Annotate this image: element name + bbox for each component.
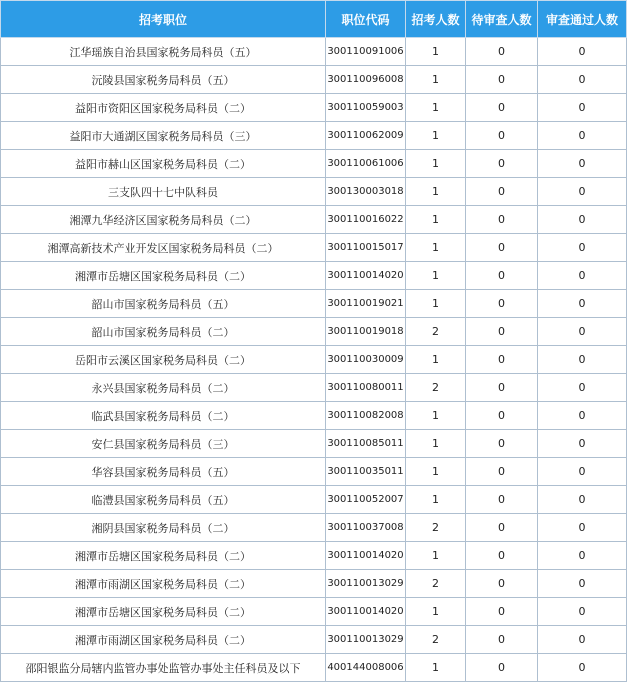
cell-position: 邵阳银监分局辖内监管办事处监管办事处主任科员及以下 bbox=[1, 654, 326, 682]
cell-code: 300110085011 bbox=[326, 430, 406, 458]
cell-recruit-count: 1 bbox=[406, 542, 466, 570]
cell-pending-count: 0 bbox=[466, 318, 538, 346]
table-row bbox=[1, 38, 627, 66]
cell-passed-count: 0 bbox=[538, 374, 627, 402]
cell-passed-count: 0 bbox=[538, 626, 627, 654]
cell-code: 300110014020 bbox=[326, 598, 406, 626]
cell-code: 300110059003 bbox=[326, 94, 406, 122]
cell-recruit-count: 1 bbox=[406, 402, 466, 430]
cell-recruit-count: 1 bbox=[406, 178, 466, 206]
table-row bbox=[1, 234, 627, 262]
cell-pending-count: 0 bbox=[466, 598, 538, 626]
cell-position: 益阳市资阳区国家税务局科员（二） bbox=[1, 94, 326, 122]
header-row bbox=[1, 1, 627, 38]
cell-pending-count: 0 bbox=[466, 178, 538, 206]
cell-pending-count: 0 bbox=[466, 66, 538, 94]
cell-position: 永兴县国家税务局科员（二） bbox=[1, 374, 326, 402]
cell-recruit-count: 2 bbox=[406, 626, 466, 654]
header-recruit-count: 招考人数 bbox=[406, 1, 466, 38]
cell-pending-count: 0 bbox=[466, 150, 538, 178]
cell-position: 湘潭市岳塘区国家税务局科员（二） bbox=[1, 262, 326, 290]
cell-passed-count: 0 bbox=[538, 122, 627, 150]
cell-position: 益阳市大通湖区国家税务局科员（三） bbox=[1, 122, 326, 150]
cell-passed-count: 0 bbox=[538, 234, 627, 262]
cell-position: 安仁县国家税务局科员（三） bbox=[1, 430, 326, 458]
cell-code: 300110013029 bbox=[326, 626, 406, 654]
cell-code: 300110014020 bbox=[326, 542, 406, 570]
cell-pending-count: 0 bbox=[466, 262, 538, 290]
cell-position: 华容县国家税务局科员（五） bbox=[1, 458, 326, 486]
cell-pending-count: 0 bbox=[466, 346, 538, 374]
cell-recruit-count: 1 bbox=[406, 290, 466, 318]
cell-position: 湘潭市雨湖区国家税务局科员（二） bbox=[1, 626, 326, 654]
cell-recruit-count: 1 bbox=[406, 206, 466, 234]
cell-recruit-count: 1 bbox=[406, 486, 466, 514]
cell-recruit-count: 1 bbox=[406, 122, 466, 150]
cell-code: 300110035011 bbox=[326, 458, 406, 486]
cell-position: 临澧县国家税务局科员（五） bbox=[1, 486, 326, 514]
cell-code: 300110019021 bbox=[326, 290, 406, 318]
cell-pending-count: 0 bbox=[466, 94, 538, 122]
cell-code: 300110014020 bbox=[326, 262, 406, 290]
table-row bbox=[1, 598, 627, 626]
cell-passed-count: 0 bbox=[538, 94, 627, 122]
cell-passed-count: 0 bbox=[538, 514, 627, 542]
cell-position: 韶山市国家税务局科员（五） bbox=[1, 290, 326, 318]
header-code: 职位代码 bbox=[326, 1, 406, 38]
table-row bbox=[1, 458, 627, 486]
cell-passed-count: 0 bbox=[538, 178, 627, 206]
cell-position: 湘潭市岳塘区国家税务局科员（二） bbox=[1, 598, 326, 626]
cell-passed-count: 0 bbox=[538, 150, 627, 178]
table-row bbox=[1, 430, 627, 458]
cell-position: 湘潭九华经济区国家税务局科员（二） bbox=[1, 206, 326, 234]
table-row bbox=[1, 178, 627, 206]
cell-pending-count: 0 bbox=[466, 374, 538, 402]
cell-recruit-count: 1 bbox=[406, 66, 466, 94]
cell-pending-count: 0 bbox=[466, 206, 538, 234]
table-row bbox=[1, 570, 627, 598]
table-row bbox=[1, 626, 627, 654]
header-position: 招考职位 bbox=[1, 1, 326, 38]
table-row bbox=[1, 402, 627, 430]
cell-passed-count: 0 bbox=[538, 486, 627, 514]
table-row bbox=[1, 346, 627, 374]
cell-code: 300110015017 bbox=[326, 234, 406, 262]
cell-pending-count: 0 bbox=[466, 458, 538, 486]
cell-pending-count: 0 bbox=[466, 626, 538, 654]
cell-position: 江华瑶族自治县国家税务局科员（五） bbox=[1, 38, 326, 66]
table-row bbox=[1, 150, 627, 178]
header-pending-count: 待审查人数 bbox=[466, 1, 538, 38]
cell-position: 湘潭市岳塘区国家税务局科员（二） bbox=[1, 542, 326, 570]
table-row bbox=[1, 486, 627, 514]
cell-position: 湘阴县国家税务局科员（二） bbox=[1, 514, 326, 542]
table-row bbox=[1, 514, 627, 542]
table-row bbox=[1, 654, 627, 682]
cell-passed-count: 0 bbox=[538, 570, 627, 598]
cell-passed-count: 0 bbox=[538, 346, 627, 374]
cell-recruit-count: 1 bbox=[406, 150, 466, 178]
cell-passed-count: 0 bbox=[538, 262, 627, 290]
cell-recruit-count: 2 bbox=[406, 374, 466, 402]
cell-pending-count: 0 bbox=[466, 542, 538, 570]
table-row bbox=[1, 122, 627, 150]
cell-recruit-count: 1 bbox=[406, 262, 466, 290]
cell-code: 300110052007 bbox=[326, 486, 406, 514]
table-row bbox=[1, 542, 627, 570]
table-row bbox=[1, 206, 627, 234]
cell-code: 300110080011 bbox=[326, 374, 406, 402]
cell-code: 300110082008 bbox=[326, 402, 406, 430]
cell-code: 400144008006 bbox=[326, 654, 406, 682]
table-row bbox=[1, 374, 627, 402]
cell-recruit-count: 2 bbox=[406, 570, 466, 598]
table-row bbox=[1, 318, 627, 346]
cell-position: 湘潭高新技术产业开发区国家税务局科员（二） bbox=[1, 234, 326, 262]
cell-code: 300130003018 bbox=[326, 178, 406, 206]
cell-passed-count: 0 bbox=[538, 66, 627, 94]
cell-passed-count: 0 bbox=[538, 38, 627, 66]
cell-pending-count: 0 bbox=[466, 430, 538, 458]
cell-code: 300110096008 bbox=[326, 66, 406, 94]
cell-position: 岳阳市云溪区国家税务局科员（二） bbox=[1, 346, 326, 374]
cell-code: 300110013029 bbox=[326, 570, 406, 598]
cell-recruit-count: 1 bbox=[406, 234, 466, 262]
cell-code: 300110062009 bbox=[326, 122, 406, 150]
cell-recruit-count: 1 bbox=[406, 94, 466, 122]
cell-code: 300110091006 bbox=[326, 38, 406, 66]
cell-pending-count: 0 bbox=[466, 290, 538, 318]
cell-position: 三支队四十七中队科员 bbox=[1, 178, 326, 206]
cell-code: 300110019018 bbox=[326, 318, 406, 346]
cell-passed-count: 0 bbox=[538, 542, 627, 570]
cell-recruit-count: 2 bbox=[406, 514, 466, 542]
cell-recruit-count: 1 bbox=[406, 38, 466, 66]
cell-recruit-count: 1 bbox=[406, 458, 466, 486]
cell-passed-count: 0 bbox=[538, 430, 627, 458]
table-row bbox=[1, 262, 627, 290]
table-row bbox=[1, 66, 627, 94]
table-row bbox=[1, 94, 627, 122]
cell-passed-count: 0 bbox=[538, 206, 627, 234]
cell-recruit-count: 1 bbox=[406, 346, 466, 374]
cell-recruit-count: 1 bbox=[406, 430, 466, 458]
cell-recruit-count: 2 bbox=[406, 318, 466, 346]
cell-position: 湘潭市雨湖区国家税务局科员（二） bbox=[1, 570, 326, 598]
cell-pending-count: 0 bbox=[466, 486, 538, 514]
table-row bbox=[1, 290, 627, 318]
cell-pending-count: 0 bbox=[466, 234, 538, 262]
cell-pending-count: 0 bbox=[466, 514, 538, 542]
cell-recruit-count: 1 bbox=[406, 598, 466, 626]
cell-pending-count: 0 bbox=[466, 122, 538, 150]
header-passed-count: 审查通过人数 bbox=[538, 1, 627, 38]
cell-code: 300110016022 bbox=[326, 206, 406, 234]
cell-passed-count: 0 bbox=[538, 458, 627, 486]
cell-pending-count: 0 bbox=[466, 570, 538, 598]
cell-pending-count: 0 bbox=[466, 654, 538, 682]
cell-pending-count: 0 bbox=[466, 402, 538, 430]
cell-pending-count: 0 bbox=[466, 38, 538, 66]
cell-code: 300110030009 bbox=[326, 346, 406, 374]
cell-passed-count: 0 bbox=[538, 598, 627, 626]
cell-passed-count: 0 bbox=[538, 654, 627, 682]
cell-position: 韶山市国家税务局科员（二） bbox=[1, 318, 326, 346]
cell-passed-count: 0 bbox=[538, 402, 627, 430]
cell-recruit-count: 1 bbox=[406, 654, 466, 682]
cell-passed-count: 0 bbox=[538, 290, 627, 318]
cell-code: 300110061006 bbox=[326, 150, 406, 178]
cell-position: 益阳市赫山区国家税务局科员（二） bbox=[1, 150, 326, 178]
cell-position: 沅陵县国家税务局科员（五） bbox=[1, 66, 326, 94]
cell-position: 临武县国家税务局科员（二） bbox=[1, 402, 326, 430]
cell-passed-count: 0 bbox=[538, 318, 627, 346]
cell-code: 300110037008 bbox=[326, 514, 406, 542]
